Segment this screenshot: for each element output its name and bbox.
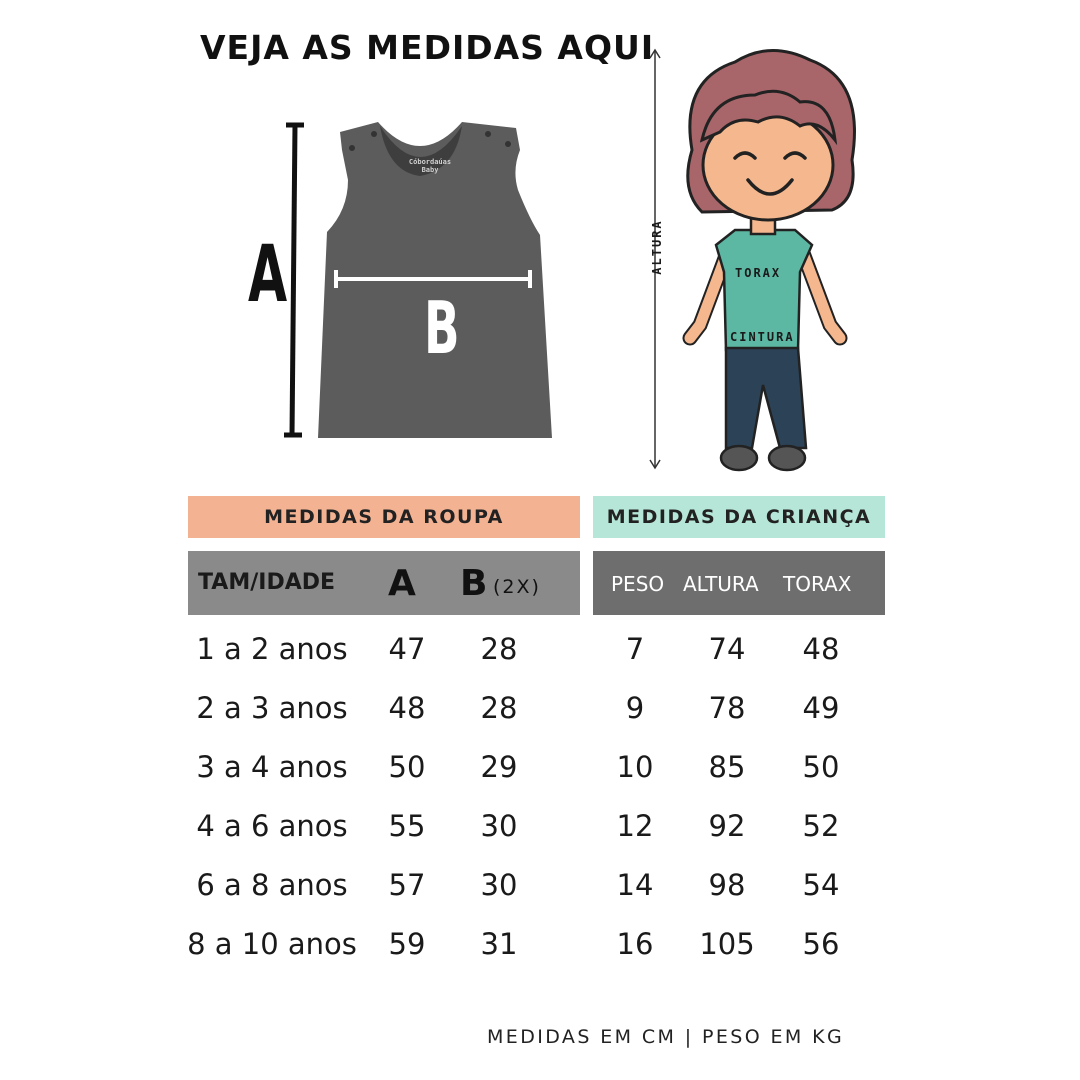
row-peso: 14	[616, 868, 654, 902]
row-torax: 52	[802, 809, 840, 843]
footer-note: MEDIDAS EM CM | PESO EM KG	[487, 1026, 845, 1048]
row-torax: 49	[802, 691, 840, 725]
page-title: VEJA AS MEDIDAS AQUI	[200, 28, 655, 67]
row-altura: 78	[708, 691, 746, 725]
row-altura: 85	[708, 750, 746, 784]
row-size: 4 a 6 anos	[196, 809, 348, 843]
col-a: A	[388, 563, 416, 604]
row-size: 6 a 8 anos	[196, 868, 348, 902]
crianca-section-header: MEDIDAS DA CRIANÇA	[593, 496, 885, 538]
row-b: 30	[480, 809, 518, 843]
row-peso: 10	[616, 750, 654, 784]
row-altura: 74	[708, 632, 746, 666]
roupa-section-header: MEDIDAS DA ROUPA	[188, 496, 580, 538]
col-peso: PESO	[611, 572, 665, 596]
row-size: 8 a 10 anos	[187, 927, 357, 961]
col-tam-idade: TAM/IDADE	[198, 570, 336, 595]
row-b: 30	[480, 868, 518, 902]
row-torax: 56	[802, 927, 840, 961]
row-torax: 48	[802, 632, 840, 666]
row-altura: 98	[708, 868, 746, 902]
row-a: 59	[388, 927, 426, 961]
row-size: 3 a 4 anos	[196, 750, 348, 784]
col-b: B	[460, 563, 488, 604]
col-torax: TORAX	[783, 572, 852, 596]
row-peso: 9	[625, 691, 645, 725]
row-a: 55	[388, 809, 426, 843]
row-torax: 50	[802, 750, 840, 784]
row-b: 31	[480, 927, 518, 961]
torax-label: TORAX	[735, 266, 782, 280]
dimension-a-label: A	[248, 230, 288, 320]
row-peso: 16	[616, 927, 654, 961]
row-b: 29	[480, 750, 518, 784]
row-b: 28	[480, 632, 518, 666]
row-b: 28	[480, 691, 518, 725]
row-size: 1 a 2 anos	[196, 632, 348, 666]
row-a: 50	[388, 750, 426, 784]
dimension-b-label: B	[424, 286, 460, 370]
col-altura: ALTURA	[683, 572, 759, 596]
altura-label: ALTURA	[650, 219, 664, 275]
brand-label: Cóbordaúas Baby	[408, 158, 452, 174]
row-a: 47	[388, 632, 426, 666]
row-a: 48	[388, 691, 426, 725]
row-altura: 105	[699, 927, 755, 961]
row-a: 57	[388, 868, 426, 902]
row-peso: 12	[616, 809, 654, 843]
col-b-suffix: (2X)	[493, 576, 541, 598]
row-size: 2 a 3 anos	[196, 691, 348, 725]
row-torax: 54	[802, 868, 840, 902]
row-peso: 7	[625, 632, 645, 666]
cintura-label: CINTURA	[730, 330, 795, 344]
row-altura: 92	[708, 809, 746, 843]
